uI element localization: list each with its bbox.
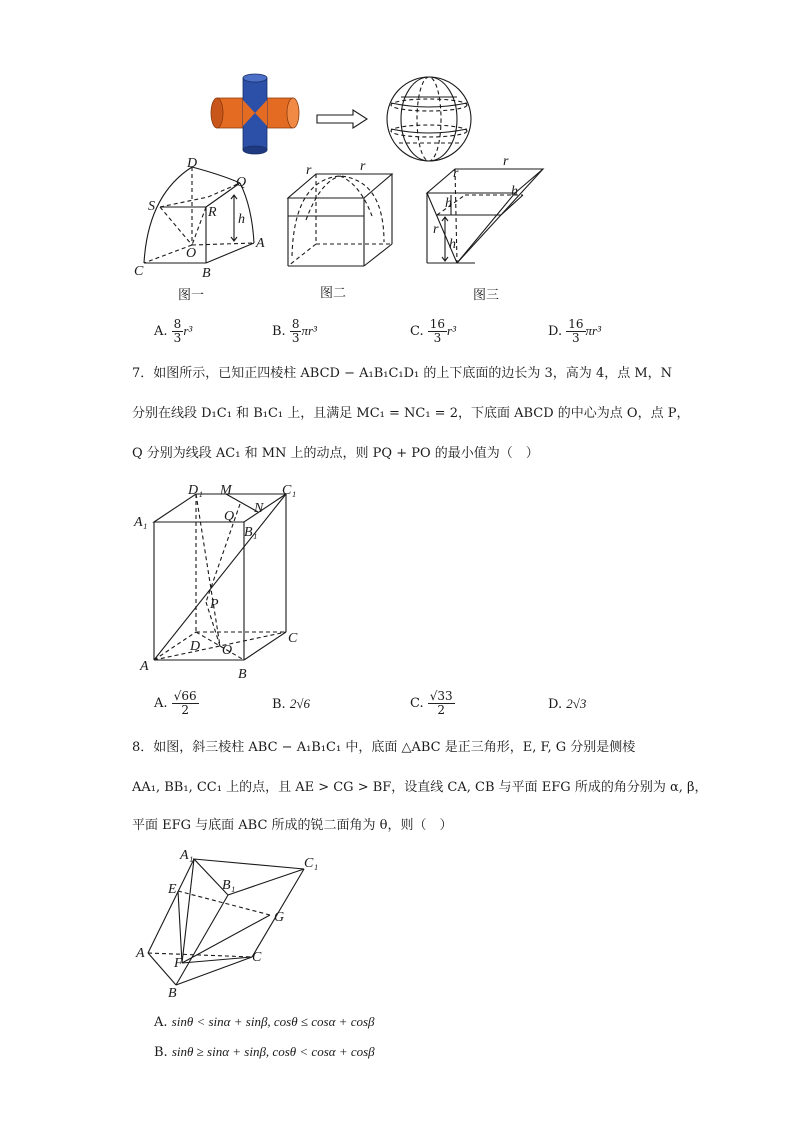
q7-label-a: A bbox=[140, 659, 149, 674]
q7-label-c1: C₁ bbox=[282, 483, 297, 498]
q8-label-e: E bbox=[168, 882, 177, 897]
caption-figure-one: 图一 bbox=[178, 288, 205, 303]
figure-one bbox=[130, 155, 270, 280]
sphere-figure bbox=[385, 75, 473, 163]
caption-figure-two: 图二 bbox=[320, 286, 347, 301]
fig3-label-r1: r bbox=[453, 166, 459, 181]
fig1-label-b: B bbox=[202, 266, 211, 280]
q8-label-f: F bbox=[174, 956, 183, 971]
q7-label-c: C bbox=[288, 631, 298, 646]
q7-label-d: D bbox=[190, 639, 201, 654]
q6-option-b[interactable]: B. $\frac{8}{3}$ πr³ bbox=[272, 317, 317, 345]
q8-line-1: 8．如图，斜三棱柱 ABC − A₁B₁C₁ 中，底面 △ABC 是正三角形，E, F, G 分别是侧棱 bbox=[132, 740, 636, 755]
figure-three bbox=[415, 155, 555, 270]
q8-label-b: B bbox=[168, 986, 177, 1000]
q7-label-n: N bbox=[254, 501, 264, 516]
fig1-label-q: Q bbox=[236, 175, 247, 190]
caption-figure-three: 图三 bbox=[473, 288, 500, 303]
q7-option-b[interactable]: B. 2√6 bbox=[272, 696, 310, 712]
q7-label-b: B bbox=[238, 667, 247, 682]
q6-option-d[interactable]: D. $\frac{16}{3}$ πr³ bbox=[548, 317, 601, 345]
q7-label-p: P bbox=[210, 597, 219, 612]
fig2-label-r2: r bbox=[360, 160, 366, 174]
q8-label-a: A bbox=[136, 946, 145, 961]
q6-option-c[interactable]: C. $\frac{16}{3}$ r³ bbox=[410, 317, 457, 345]
q7-label-m: M bbox=[220, 483, 232, 498]
q7-label-q: Q bbox=[224, 509, 235, 524]
q7-label-d1: D₁ bbox=[188, 483, 203, 498]
q7-prism-figure bbox=[130, 478, 310, 683]
fig1-label-a: A bbox=[256, 236, 265, 251]
q8-option-b[interactable]: B. sinθ ≥ sinα + sinβ, cosθ < cosα + cosβ bbox=[154, 1044, 375, 1060]
q7-line-2: 分别在线段 D₁C₁ 和 B₁C₁ 上，且满足 MC₁ = NC₁ = 2，下底面 ABCD 的中心为点 O，点 P， bbox=[132, 406, 690, 421]
q7-line-1: 7．如图所示，已知正四棱柱 ABCD − A₁B₁C₁D₁ 的上下底面的边长为 3，高为 4，点 M，N bbox=[132, 366, 673, 381]
fig3-label-r3: r bbox=[433, 222, 439, 237]
crossed-cylinders-figure bbox=[205, 70, 305, 160]
fig3-label-h3: h bbox=[449, 237, 456, 252]
fig1-label-d: D bbox=[187, 156, 198, 171]
q7-option-d[interactable]: D. 2√3 bbox=[548, 696, 587, 712]
q8-label-a1: A₁ bbox=[180, 848, 194, 863]
arrow-icon bbox=[315, 108, 371, 130]
q7-line-3: Q 分别为线段 AC₁ 和 MN 上的动点，则 PQ + PO 的最小值为（ ） bbox=[132, 446, 539, 461]
q7-label-b1: B₁ bbox=[244, 525, 258, 540]
fig1-label-c: C bbox=[134, 264, 144, 279]
q7-label-a1: A₁ bbox=[134, 515, 148, 530]
q8-line-2: AA₁, BB₁, CC₁ 上的点，且 AE > CG > BF，设直线 CA, CB 与平面 EFG 所成的角分别为 α, β， bbox=[132, 780, 708, 795]
q8-label-c: C bbox=[252, 950, 262, 965]
q7-option-c[interactable]: C. $\frac{√33}{2}$ bbox=[410, 689, 453, 717]
fig3-label-r2: r bbox=[503, 155, 509, 169]
fig1-label-r: R bbox=[208, 205, 217, 220]
q8-label-b1: B₁ bbox=[222, 878, 236, 893]
fig3-label-h1: h bbox=[511, 184, 518, 199]
q8-label-g: G bbox=[274, 910, 285, 925]
q6-option-a[interactable]: A. $\frac{8}{3}$ r³ bbox=[154, 317, 193, 345]
fig1-label-o: O bbox=[186, 246, 197, 261]
q8-line-3: 平面 EFG 与底面 ABC 所成的锐二面角为 θ，则（ ） bbox=[132, 818, 453, 833]
q7-option-a[interactable]: A. $\frac{√66}{2}$ bbox=[154, 689, 197, 717]
q7-label-o: O bbox=[222, 643, 233, 658]
fig3-label-h2: h bbox=[445, 196, 452, 211]
figure-two bbox=[280, 160, 400, 270]
fig2-label-r1: r bbox=[306, 163, 312, 178]
q8-prism-figure bbox=[132, 845, 332, 1000]
q8-label-c1: C₁ bbox=[304, 856, 319, 871]
fig1-label-h: h bbox=[238, 212, 245, 227]
fig1-label-s: S bbox=[148, 199, 155, 214]
q8-option-a[interactable]: A. sinθ < sinα + sinβ, cosθ ≤ cosα + cosβ bbox=[154, 1014, 375, 1030]
